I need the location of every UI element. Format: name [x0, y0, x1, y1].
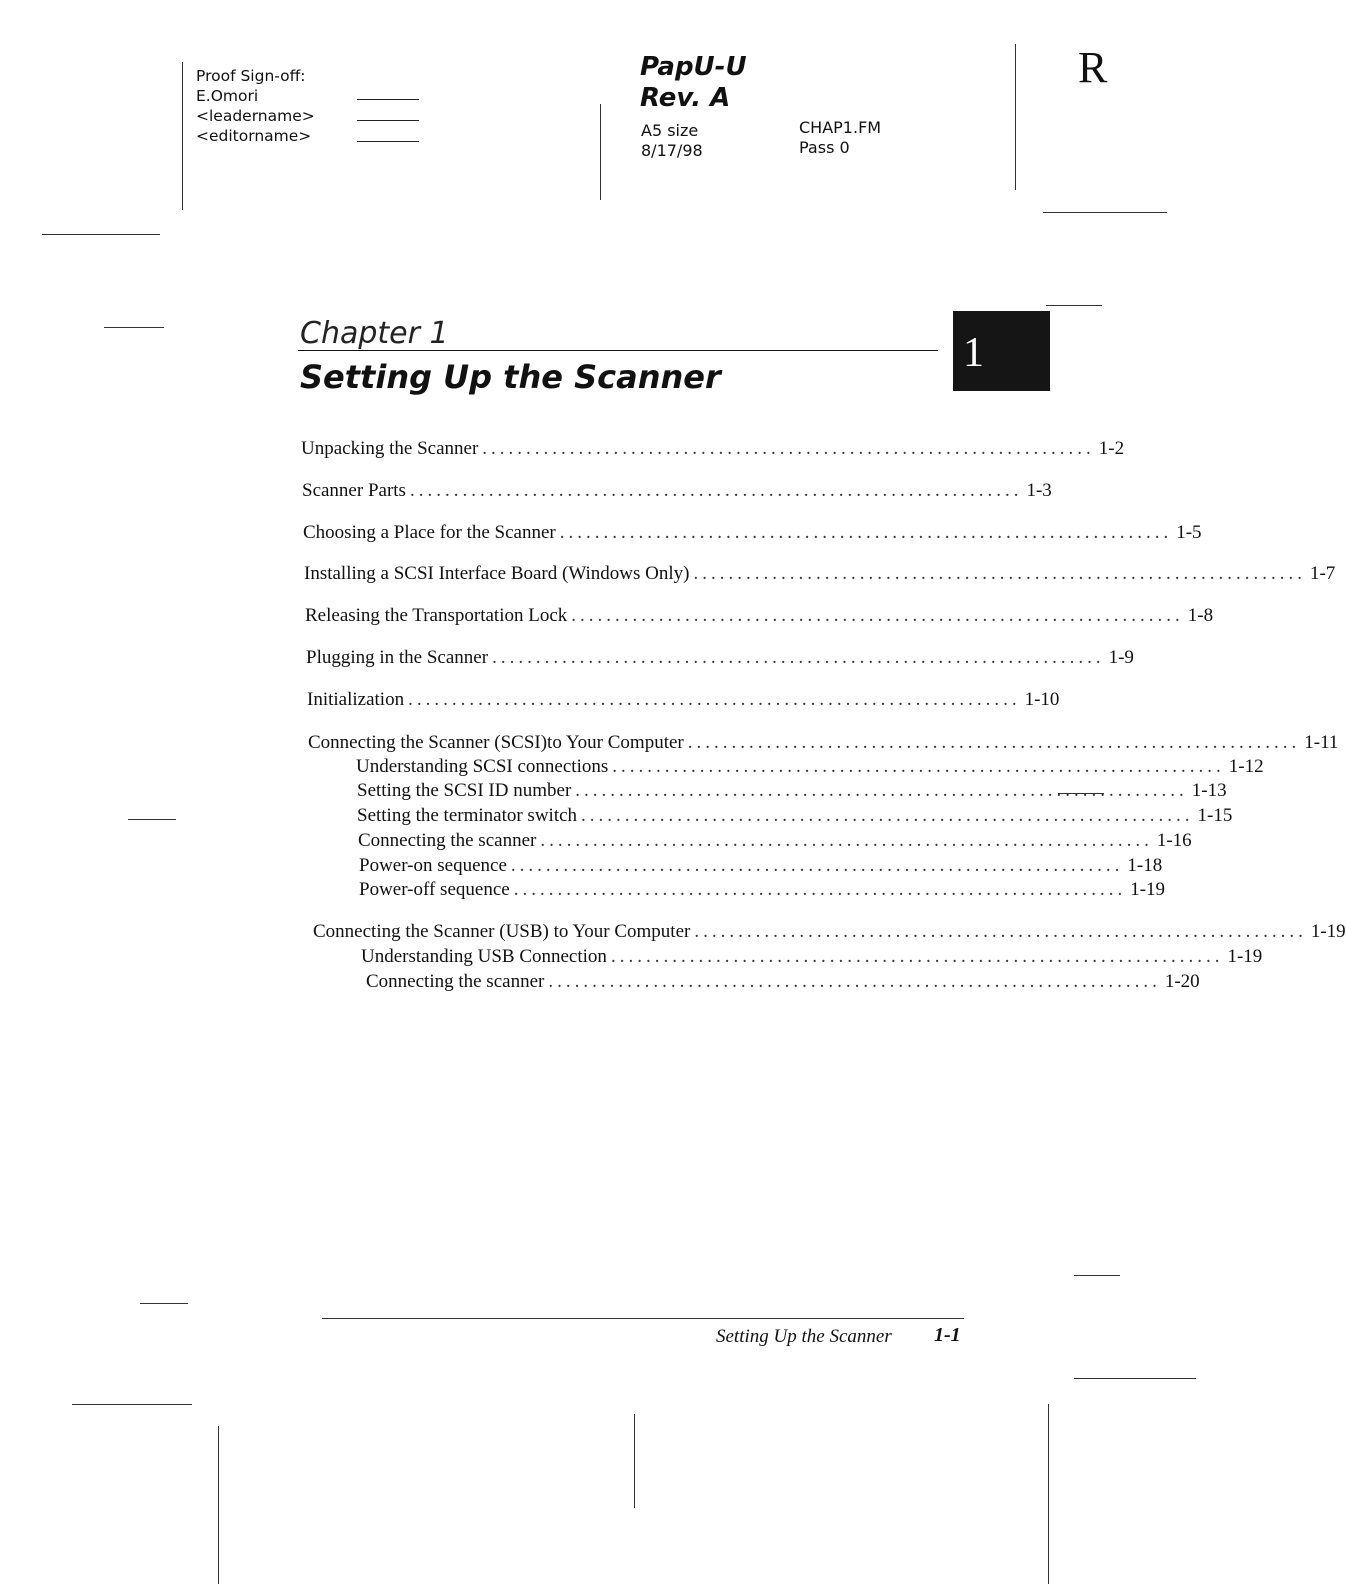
doc-size-date: [641, 121, 703, 161]
toc-entry-page: 1-11: [1304, 732, 1339, 753]
toc-subentry[interactable]: [366, 971, 1200, 993]
crop-mark: [128, 819, 176, 820]
crop-mark: [634, 1414, 635, 1508]
toc-entry[interactable]: [302, 480, 1052, 502]
toc-subentry[interactable]: [358, 830, 1192, 852]
doc-date: 8/17/98: [641, 141, 703, 160]
toc-entry-label: Setting the SCSI ID number: [357, 780, 572, 801]
toc-leader-dots: ......................................................................: [408, 689, 1021, 710]
toc-entry-page: 1-12: [1228, 756, 1264, 777]
toc-entry-label: Releasing the Transportation Lock: [305, 605, 568, 626]
chapter-tab-number: 1: [963, 330, 984, 376]
toc-entry-label: Power-on sequence: [359, 855, 507, 876]
crop-mark: [1043, 212, 1167, 213]
toc-subentry[interactable]: [357, 780, 1227, 802]
proof-name: <editorname>: [196, 127, 312, 145]
crop-mark: [1074, 1275, 1120, 1276]
toc-entry-page: 1-18: [1127, 855, 1163, 876]
toc-entry-label: Power-off sequence: [359, 879, 510, 900]
toc-entry-label: Scanner Parts: [302, 480, 406, 501]
toc-entry-page: 1-20: [1164, 971, 1200, 992]
toc-leader-dots: ......................................................................: [513, 879, 1127, 900]
toc-entry-label: Connecting the scanner: [358, 830, 537, 851]
crop-mark: [600, 104, 601, 200]
proof-heading: Proof Sign-off:: [196, 67, 306, 85]
toc-entry-label: Choosing a Place for the Scanner: [303, 522, 556, 543]
toc-entry-page: 1-19: [1310, 921, 1346, 942]
toc-subentry[interactable]: [361, 946, 1263, 968]
toc-entry-page: 1-8: [1187, 605, 1214, 626]
chapter-title: Setting Up the Scanner: [300, 358, 721, 396]
toc-entry[interactable]: [305, 605, 1214, 627]
crop-mark: [182, 62, 183, 210]
toc-subentry[interactable]: [359, 855, 1163, 877]
toc-leader-dots: ......................................................................: [510, 855, 1124, 876]
toc-leader-dots: ......................................................................: [694, 921, 1307, 942]
toc-entry-page: 1-19: [1227, 946, 1263, 967]
crop-mark: [42, 234, 160, 235]
toc-entry-page: 1-9: [1108, 647, 1134, 668]
signature-line: [357, 99, 419, 100]
crop-mark: [72, 1404, 192, 1405]
toc-leader-dots: ......................................................................: [492, 647, 1105, 668]
toc-entry-page: 1-16: [1156, 830, 1192, 851]
doc-info: [640, 52, 747, 114]
toc-entry-page: 1-3: [1026, 480, 1052, 501]
toc-entry-page: 1-10: [1024, 689, 1060, 710]
toc-subentry[interactable]: [359, 879, 1166, 901]
toc-entry-label: Plugging in the Scanner: [306, 647, 489, 668]
toc-leader-dots: ......................................................................: [581, 805, 1194, 826]
toc-entry-label: Connecting the Scanner (SCSI)to Your Computer: [308, 732, 684, 753]
doc-file: CHAP1.FM: [799, 118, 882, 137]
toc-leader-dots: ......................................................................: [548, 971, 1161, 992]
toc-entry-page: 1-2: [1098, 438, 1125, 459]
toc-entry-label: Installing a SCSI Interface Board (Windows Only): [304, 563, 690, 584]
toc-entry[interactable]: [313, 921, 1346, 943]
signature-line: [357, 120, 419, 121]
footer-rule: [322, 1318, 964, 1319]
chapter-rule: [298, 350, 938, 351]
crop-mark: [1015, 44, 1016, 190]
toc-entry-label: Setting the terminator switch: [357, 805, 578, 826]
toc-entry[interactable]: [304, 563, 1336, 585]
crop-mark: [1046, 305, 1102, 306]
toc-leader-dots: ......................................................................: [687, 732, 1301, 753]
footer-title: Setting Up the Scanner: [716, 1326, 892, 1347]
toc-leader-dots: ......................................................................: [571, 605, 1184, 626]
toc-leader-dots: ......................................................................: [612, 756, 1225, 777]
toc-entry-label: Unpacking the Scanner: [301, 438, 479, 459]
toc-entry[interactable]: [306, 647, 1134, 669]
proof-signoff: [196, 66, 315, 146]
signature-line: [357, 141, 419, 142]
toc-entry[interactable]: [303, 522, 1202, 544]
crop-mark: [1048, 1404, 1049, 1584]
chapter-tab: [953, 311, 1050, 391]
toc-leader-dots: ......................................................................: [409, 480, 1023, 501]
toc-entry-page: 1-19: [1130, 879, 1166, 900]
toc-leader-dots: ......................................................................: [610, 946, 1224, 967]
toc-leader-dots: ......................................................................: [559, 522, 1173, 543]
crop-mark: [1074, 1378, 1196, 1379]
toc-entry[interactable]: [301, 438, 1125, 460]
toc-entry-label: Connecting the scanner: [366, 971, 545, 992]
corner-mark: R: [1078, 43, 1108, 92]
crop-mark: [140, 1303, 188, 1304]
toc-entry-page: 1-13: [1191, 780, 1227, 801]
toc-leader-dots: ......................................................................: [575, 780, 1188, 801]
toc-entry[interactable]: [307, 689, 1060, 711]
crop-mark: [218, 1426, 219, 1584]
doc-file-pass: [799, 118, 881, 158]
toc-entry-label: Understanding SCSI connections: [356, 756, 609, 777]
doc-pass: Pass 0: [799, 138, 850, 157]
chapter-label: Chapter 1: [300, 316, 449, 351]
toc-entry-label: Initialization: [307, 689, 405, 710]
toc-leader-dots: ......................................................................: [693, 563, 1306, 584]
toc-entry[interactable]: [308, 732, 1339, 754]
doc-size: A5 size: [641, 121, 699, 140]
crop-mark: [104, 327, 164, 328]
toc-entry-label: Connecting the Scanner (USB) to Your Computer: [313, 921, 691, 942]
toc-leader-dots: ......................................................................: [540, 830, 1153, 851]
toc-subentry[interactable]: [357, 805, 1233, 827]
toc-entry-page: 1-7: [1309, 563, 1336, 584]
toc-entry-page: 1-15: [1197, 805, 1233, 826]
toc-entry-page: 1-5: [1176, 522, 1202, 543]
doc-name: PapU-U: [640, 52, 747, 82]
toc-entry-label: Understanding USB Connection: [361, 946, 607, 967]
toc-subentry[interactable]: [356, 756, 1264, 778]
doc-revision: Rev. A: [640, 83, 731, 113]
proof-name: <leadername>: [196, 107, 315, 125]
proof-name: E.Omori: [196, 87, 259, 105]
footer-page-number: 1-1: [934, 1324, 961, 1346]
toc-leader-dots: ......................................................................: [482, 438, 1095, 459]
